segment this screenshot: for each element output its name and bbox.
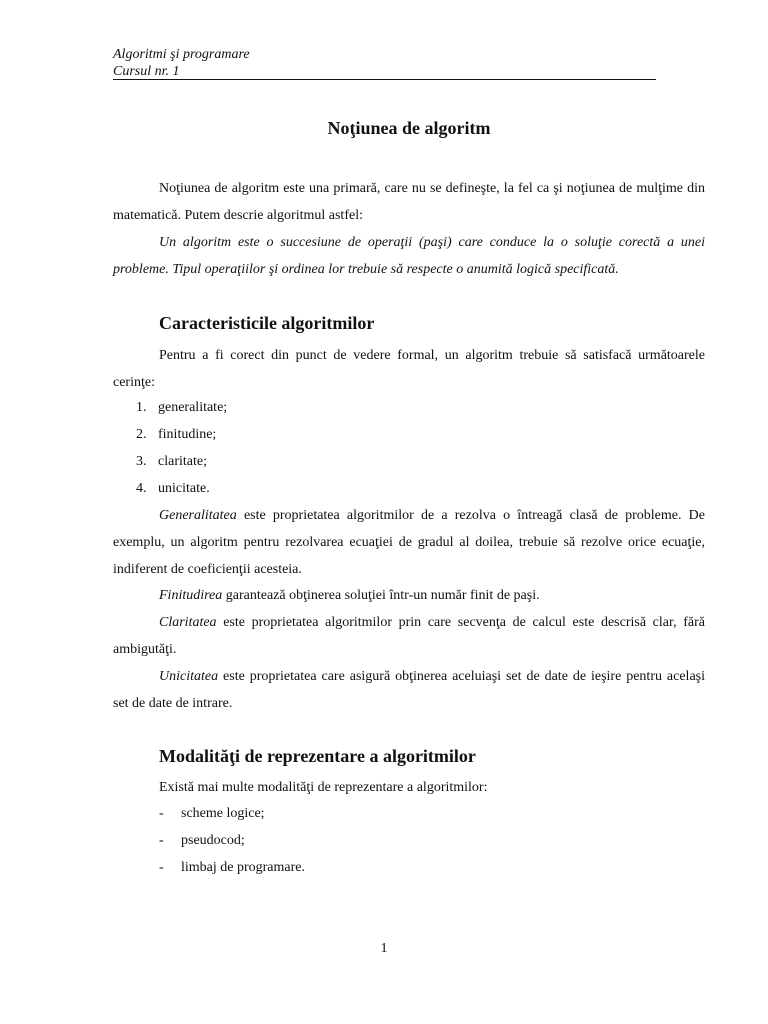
section-heading-representation: Modalităţi de reprezentare a algoritmilor [159, 746, 476, 766]
list-item-number: 1. [136, 400, 147, 415]
lecture-number: Cursul nr. 1 [113, 64, 180, 79]
definition-text: este proprietatea care asigură obţinerea aceluiaşi set de date de ieşire pentru acelaşi set de date de intrare. [113, 669, 705, 711]
definition-uniqueness [113, 663, 705, 717]
definition-text: este proprietatea algoritmilor de a rezolva o întreagă clasă de probleme. De exemplu, un algoritm pentru rezolvarea ecuaţiei de gradul al doilea, trebuie să rezolve orice ecuaţie, indiferent de coeficienţii acesteia. [113, 508, 705, 577]
list-item-number: 2. [136, 427, 147, 442]
definition-term: Finitudirea [159, 588, 223, 603]
definition-generality [113, 502, 705, 583]
list-item-text: generalitate; [158, 400, 228, 415]
list-item-text: scheme logice; [181, 806, 265, 821]
characteristics-lead: Pentru a fi corect din punct de vedere formal, un algoritm trebuie să satisfacă următoarele cerinţe: [113, 348, 705, 390]
list-item-text: pseudocod; [181, 833, 245, 848]
list-item-bullet: - [159, 860, 164, 875]
list-item-text: finitudine; [158, 427, 217, 442]
list-item-text: claritate; [158, 454, 207, 469]
algorithm-definition: Un algoritm este o succesiune de operaţii (paşi) care conduce la o soluţie corectă a unei probleme. Tipul operaţiilor şi ordinea lor trebuie să respecte o anumită logică specificată. [113, 235, 705, 277]
definition-finiteness [113, 582, 705, 609]
representation-lead: Există mai multe modalităţi de reprezentare a algoritmilor: [159, 780, 488, 795]
definition-term: Generalitatea [159, 508, 237, 523]
definition-clarity [113, 609, 705, 663]
definition-term: Claritatea [159, 615, 217, 630]
list-item-text: limbaj de programare. [181, 860, 306, 875]
page-header [113, 46, 656, 80]
definition-term: Unicitatea [159, 669, 219, 684]
list-item-text: unicitate. [158, 481, 210, 496]
list-item-number: 4. [136, 481, 147, 496]
list-item-number: 3. [136, 454, 147, 469]
list-item-bullet: - [159, 806, 164, 821]
page-title: Noţiunea de algoritm [327, 118, 491, 138]
header-divider [113, 79, 656, 80]
course-name: Algoritmi şi programare [113, 47, 250, 62]
section-heading-characteristics: Caracteristicile algoritmilor [159, 313, 375, 333]
page-number: 1 [380, 941, 388, 956]
list-item-bullet: - [159, 833, 164, 848]
definition-text: este proprietatea algoritmilor prin care secvenţa de calcul este descrisă clar, fără ambigutăţi. [113, 615, 705, 657]
intro-paragraph: Noţiunea de algoritm este una primară, care nu se defineşte, la fel ca şi noţiunea de mulţime din matematică. Putem descrie algoritmul astfel: [113, 181, 705, 223]
definition-text: garantează obţinerea soluţiei într-un număr finit de paşi. [222, 588, 540, 603]
